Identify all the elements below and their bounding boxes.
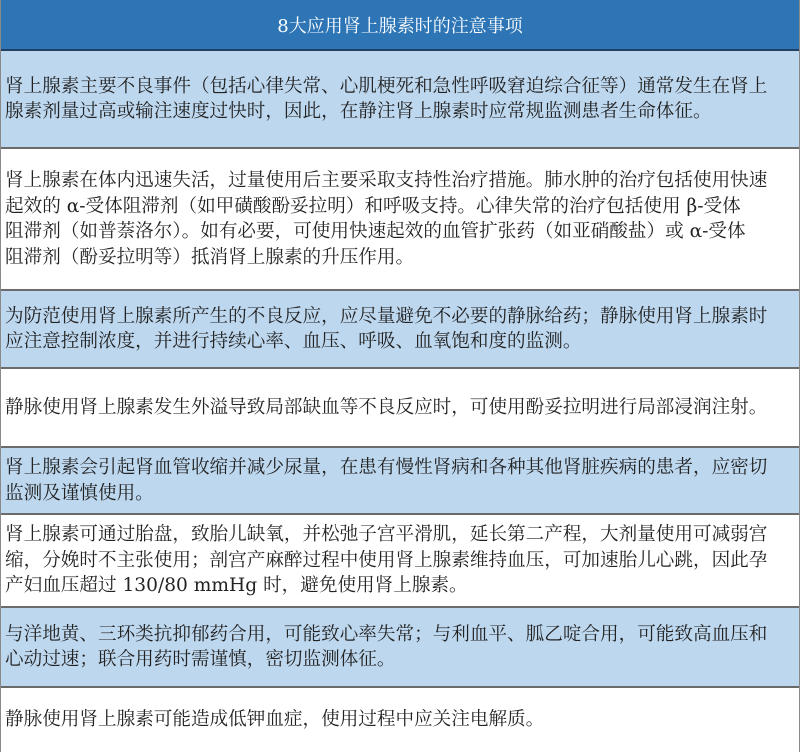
row-text-line: 监测及谨慎使用。 [5, 482, 154, 504]
row-text-line: 腺素剂量过高或输注速度过快时，因此，在静注肾上腺素时应常规监测患者生命体征。 [5, 101, 712, 122]
table-row [1, 515, 799, 608]
row-text-line: 阻滞剂（如普萘洛尔）。如有必要，可使用快速起效的血管扩张药（如亚硝酸盐）或 α-受体 [5, 221, 746, 242]
table-row [1, 448, 799, 515]
row-text-line: 肾上腺素会引起肾血管收缩并减少尿量，在患有慢性肾病和各种其他肾脏疾病的患者，应密切 [5, 457, 768, 478]
table-row [1, 369, 799, 448]
row-text-line: 与洋地黄、三环类抗抑郁药合用，可能致心率失常；与利血平、胍乙啶合用，可能致高血压和 [5, 623, 768, 645]
row-text-line: 心动过速；联合用药时需谨慎，密切监测体征。 [5, 649, 396, 670]
table-row [1, 291, 799, 369]
row-text-line: 起效的 α-受体阻滞剂（如甲磺酸酚妥拉明）和呼吸支持。心律失常的治疗包括使用 β-受体 [5, 195, 741, 217]
row-text-line: 静脉使用肾上腺素发生外溢导致局部缺血等不良反应时，可使用酚妥拉明进行局部浸润注射。 [5, 396, 768, 418]
table-row [1, 149, 799, 291]
row-text-line: 阻滞剂（酚妥拉明等）抵消肾上腺素的升压作用。 [5, 246, 415, 268]
row-text-line: 肾上腺素可通过胎盘，致胎儿缺氧，并松弛子宫平滑肌，延长第二产程，大剂量使用可减弱宫 [5, 524, 768, 546]
row-text-line: 应注意控制浓度，并进行持续心率、血压、呼吸、血氧饱和度的监测。 [5, 331, 582, 352]
row-text-line: 缩，分娩时不主张使用；剖宫产麻醉过程中使用肾上腺素维持血压，可加速胎儿心跳，因此孕 [5, 549, 768, 571]
row-text-line: 肾上腺素在体内迅速失活，过量使用后主要采取支持性治疗措施。肺水肿的治疗包括使用快速 [5, 170, 768, 191]
row-text-line: 为防范使用肾上腺素所产生的不良反应，应尽量避免不必要的静脉给药；静脉使用肾上腺素时 [5, 305, 768, 327]
row-text-line: 肾上腺素主要不良事件（包括心律失常、心肌梗死和急性呼吸窘迫综合征等）通常发生在肾上 [5, 75, 768, 97]
table-row [1, 608, 799, 688]
table-title: 8大应用肾上腺素时的注意事项 [1, 0, 799, 51]
table-row [1, 51, 799, 149]
row-text-line: 产妇血压超过 130/80 mmHg 时，避免使用肾上腺素。 [5, 575, 468, 597]
table-row [1, 688, 799, 752]
row-text-line: 静脉使用肾上腺素可能造成低钾血症，使用过程中应关注电解质。 [5, 709, 545, 731]
